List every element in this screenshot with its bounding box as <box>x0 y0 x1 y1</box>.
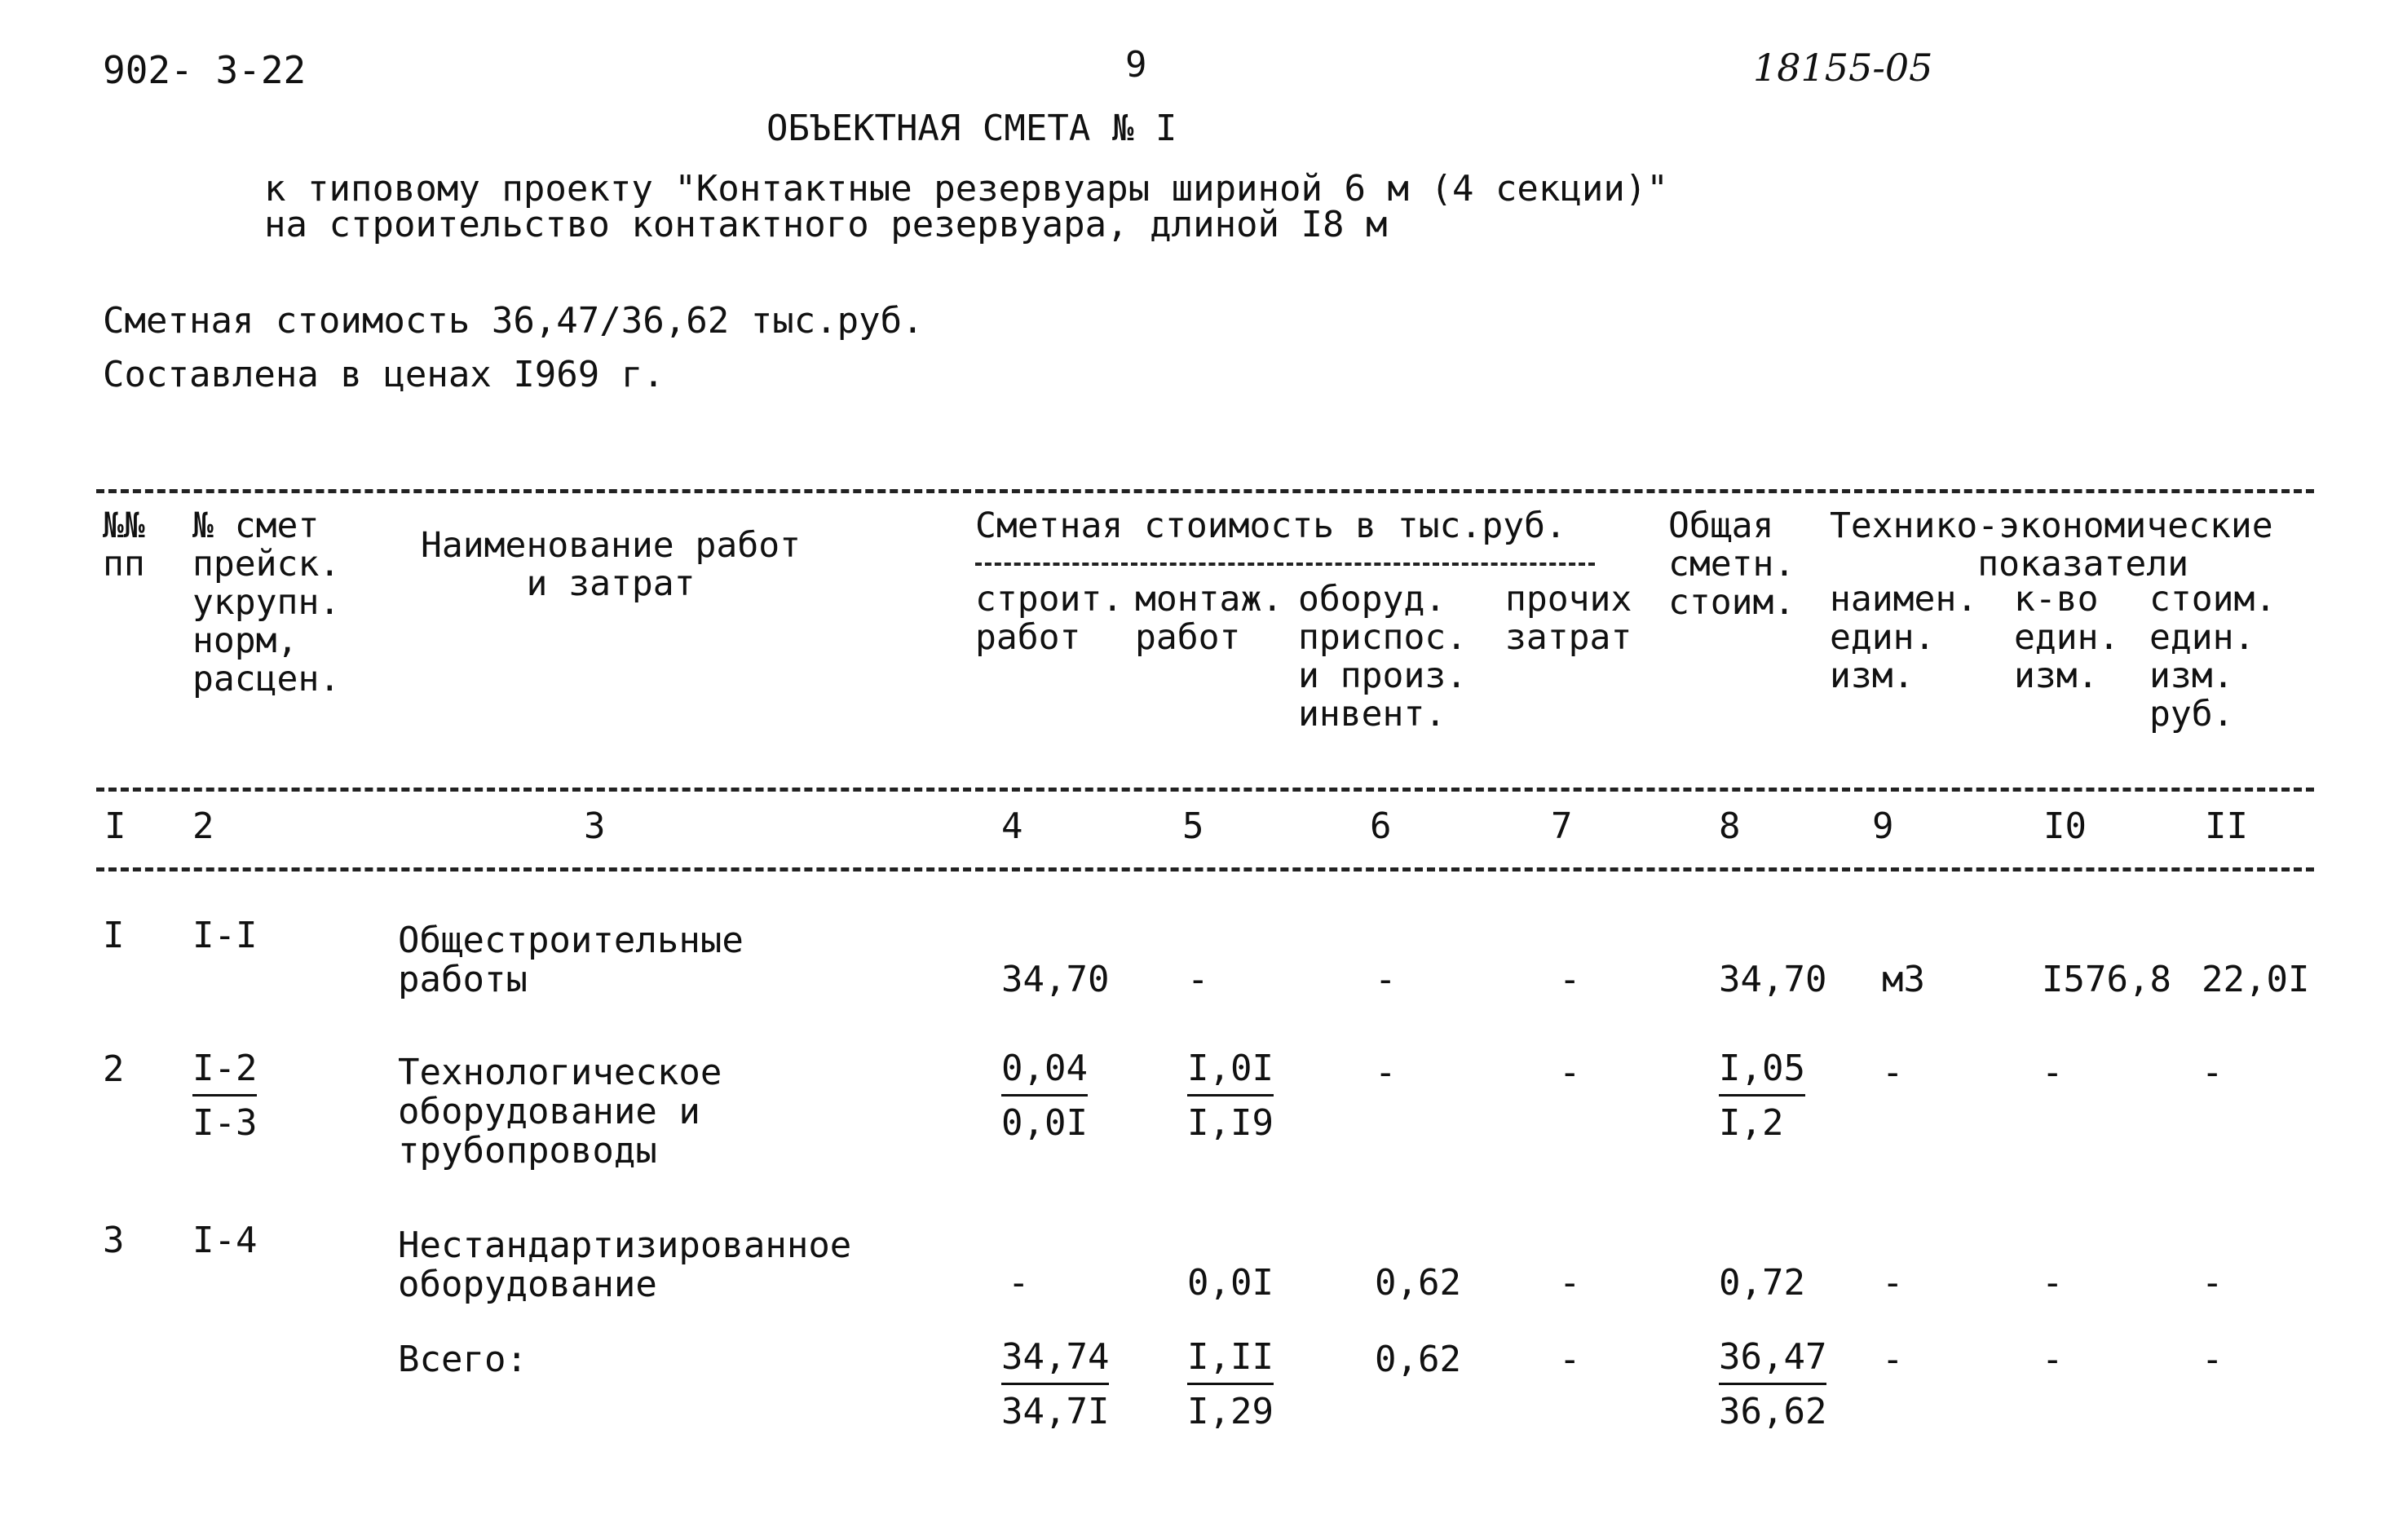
row-equipment-cost: - <box>1375 959 1397 1000</box>
col-header-cost-group: Сметная стоимость в тыс.руб. <box>975 505 1566 546</box>
row-number: 3 <box>103 1220 125 1261</box>
row-estimate-ref: I-I <box>192 915 258 956</box>
total-label: Всего: <box>398 1339 528 1380</box>
row-other-costs: - <box>1559 959 1581 1000</box>
row-installation-cost: - <box>1187 959 1209 1000</box>
estimated-cost: Сметная стоимость 36,47/36,62 тыс.руб. <box>103 300 924 342</box>
row-unit-name: - <box>1882 1052 1904 1093</box>
header-bottom-rule <box>96 788 2314 792</box>
table-top-rule <box>96 489 2314 493</box>
total-unit-name: - <box>1882 1339 1904 1380</box>
total-equipment-cost: 0,62 <box>1375 1339 1461 1380</box>
row-unit-cost: 22,0I <box>2202 959 2310 1000</box>
col-header-total-cost: Общая сметн. стоим. <box>1668 505 1795 623</box>
row-unit-cost: - <box>2202 1052 2224 1093</box>
total-construction-top: 34,74 <box>1001 1334 1109 1385</box>
subtitle-line-1: к типовому проекту "Контактные резервуары шириной 6 м (4 секции)" <box>264 168 1668 210</box>
subtitle-line-2: на строительство контактного резервуара, длиной I8 м <box>264 204 1388 245</box>
col-number-11: II <box>2205 805 2248 847</box>
row-construction-cost: 34,70 <box>1001 959 1110 1000</box>
row-estimate-ref-fraction <box>192 1045 257 1147</box>
row-total-cost-fraction <box>1719 1045 1805 1147</box>
cost-group-rule <box>975 563 1595 566</box>
row-equipment-cost: - <box>1375 1052 1397 1093</box>
row-construction-cost-bottom: 0,0I <box>1001 1102 1088 1144</box>
document-title: ОБЪЕКТНАЯ СМЕТА № I <box>766 108 1177 149</box>
row-total-cost: 34,70 <box>1719 959 1827 1000</box>
col-header-other-costs: прочих затрат <box>1505 579 1632 658</box>
row-installation-cost-bottom: I,I9 <box>1187 1102 1274 1144</box>
row-other-costs: - <box>1559 1052 1581 1093</box>
total-construction-bottom: 34,7I <box>1001 1391 1110 1432</box>
col-header-estimate-ref: № смет прейск. укрупн. норм, расцен. <box>192 505 341 699</box>
row-installation-cost-fraction <box>1187 1045 1274 1147</box>
row-construction-cost: - <box>1008 1262 1030 1304</box>
row-number: 2 <box>103 1048 125 1090</box>
row-total-cost-bottom: I,2 <box>1719 1102 1784 1144</box>
prices-year: Составлена в ценах I969 г. <box>103 354 665 395</box>
handwritten-number: 18155-05 <box>1753 46 1933 90</box>
row-estimate-ref: I-4 <box>192 1220 258 1261</box>
col-number-3: 3 <box>584 805 606 847</box>
row-total-cost: 0,72 <box>1719 1262 1805 1304</box>
total-installation-fraction <box>1187 1334 1274 1436</box>
row-unit-count: I576,8 <box>2042 959 2171 1000</box>
col-number-5: 5 <box>1182 805 1204 847</box>
col-number-9: 9 <box>1872 805 1894 847</box>
row-unit-count: - <box>2042 1052 2064 1093</box>
total-cost-bottom: 36,62 <box>1719 1391 1827 1432</box>
total-other-costs: - <box>1559 1339 1581 1380</box>
total-cost-fraction <box>1719 1334 1826 1436</box>
col-number-10: I0 <box>2043 805 2087 847</box>
col-number-8: 8 <box>1719 805 1741 847</box>
total-cost-top: 36,47 <box>1719 1334 1826 1385</box>
col-header-tech-group: Технико-экономические показатели <box>1830 505 2273 585</box>
total-construction-fraction <box>1001 1334 1109 1436</box>
col-number-2: 2 <box>192 805 214 847</box>
col-header-number: №№ пп <box>103 505 145 585</box>
row-other-costs: - <box>1559 1262 1581 1304</box>
total-installation-top: I,II <box>1187 1334 1274 1385</box>
col-number-7: 7 <box>1551 805 1573 847</box>
col-header-work-name: Наименование работ и затрат <box>421 525 801 604</box>
row-unit-name: - <box>1882 1262 1904 1304</box>
total-installation-bottom: I,29 <box>1187 1391 1274 1432</box>
page-number: 9 <box>1125 44 1147 86</box>
row-construction-cost-fraction <box>1001 1045 1088 1147</box>
row-unit-count: - <box>2042 1262 2064 1304</box>
row-construction-cost-top: 0,04 <box>1001 1045 1088 1097</box>
row-total-cost-top: I,05 <box>1719 1045 1805 1097</box>
row-unit-name: м3 <box>1882 959 1925 1000</box>
document-code: 902- 3-22 <box>103 48 307 92</box>
row-work-name: Нестандартизированное оборудование <box>398 1224 852 1305</box>
column-numbers-rule <box>96 867 2314 871</box>
col-number-4: 4 <box>1001 805 1023 847</box>
row-work-name: Технологическое оборудование и трубопроводы <box>398 1052 722 1172</box>
col-number-1: I <box>104 805 126 847</box>
row-equipment-cost: 0,62 <box>1375 1262 1461 1304</box>
row-estimate-ref-top: I-2 <box>192 1045 257 1097</box>
row-installation-cost-top: I,0I <box>1187 1045 1274 1097</box>
row-installation-cost: 0,0I <box>1187 1262 1274 1304</box>
row-estimate-ref-bottom: I-3 <box>192 1102 258 1144</box>
col-header-installation: монтаж. работ <box>1135 579 1283 658</box>
col-header-unit-count: к-во един. изм. <box>2014 579 2120 696</box>
row-unit-cost: - <box>2202 1262 2224 1304</box>
row-work-name: Общестроительные работы <box>398 920 744 1000</box>
col-number-6: 6 <box>1370 805 1392 847</box>
col-header-equipment: оборуд. приспос. и произ. инвент. <box>1298 579 1468 735</box>
total-unit-cost: - <box>2202 1339 2224 1380</box>
total-unit-count: - <box>2042 1339 2064 1380</box>
col-header-unit-name: наимен. един. изм. <box>1830 579 1978 696</box>
col-header-construction: строит. работ <box>975 579 1124 658</box>
row-number: I <box>103 915 125 956</box>
col-header-unit-cost: стоим. един. изм. руб. <box>2149 579 2277 735</box>
